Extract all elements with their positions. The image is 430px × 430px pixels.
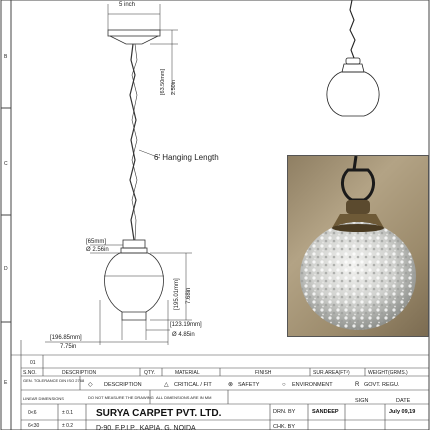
legend-environment: ENVIRONMENT [292, 382, 333, 388]
dim-body-height-in: 7.68in [186, 287, 192, 304]
linear-dimensions-label: LINEAR DIMENSIONS [23, 396, 64, 401]
tol-value-1: ± 0.1 [62, 410, 74, 416]
drn-by-label: DRN. BY [273, 409, 296, 415]
header-weight: WEIGHT(GRMS.) [368, 370, 408, 376]
zone-label-c: C [4, 161, 8, 167]
legend-govt-regu: GOVT. REGU. [364, 382, 400, 388]
legend-mark-govt: R [355, 382, 360, 388]
zone-label-d: D [4, 266, 8, 272]
legend-critical-fit: CRITICAL / FIT [174, 382, 212, 388]
tol-value-2: ± 0.2 [62, 423, 74, 429]
zone-label-e: E [4, 380, 8, 386]
legend-mark-critical: △ [164, 382, 169, 388]
sign-label: SIGN [355, 398, 369, 404]
header-finish: FINISH [255, 370, 272, 376]
legend-description: DESCRIPTION [104, 382, 142, 388]
row-number: 01 [30, 360, 36, 366]
lamp-photo-illustration [288, 156, 428, 336]
dim-width-in: 7.75in [60, 344, 77, 350]
tolerance-label: GEN. TOLERANCE DIN ISO 2768 [23, 378, 85, 383]
company-address: D-90, F.P.I.P., KAPIA, G. NOIDA [96, 425, 196, 430]
dim-canopy-height-in: 2.50in [171, 80, 177, 95]
lamp-elevation [45, 4, 192, 345]
header-sno: S.NO. [23, 370, 37, 376]
zone-label-b: B [4, 54, 8, 60]
product-photo [287, 155, 429, 337]
dim-body-height-mm: [195.01mm] [174, 278, 180, 310]
tol-range-1: 0<6 [28, 410, 37, 416]
dim-canopy-height-mm: [63.50mm] [160, 69, 166, 95]
legend-mark-safety: ⊗ [228, 382, 234, 388]
legend-mark-environment: ○ [282, 382, 286, 388]
date-label: DATE [396, 398, 411, 404]
hanging-length-label: 6' Hanging Length [154, 153, 219, 162]
dim-neck-in: Ø 2.56in [86, 247, 109, 253]
tol-range-2: 6<30 [28, 423, 40, 429]
header-sur-area: SUR.AREA(FT²) [313, 370, 350, 376]
legend-mark-description: ◇ [88, 382, 93, 388]
header-qty: QTY. [144, 370, 156, 376]
dim-neck-mm: [65mm] [86, 239, 107, 245]
lamp-thumbnail-view [327, 0, 379, 116]
dim-base-mm: [123.19mm] [170, 322, 202, 328]
dim-top-width: 5 inch [119, 2, 136, 8]
company-name: SURYA CARPET PVT. LTD. [96, 408, 222, 419]
drn-by-value: SANDEEP [312, 409, 339, 415]
dim-base-in: Ø 4.85in [172, 332, 195, 338]
all-dims-note: ALL DIMENSIONS ARE IN MM [156, 395, 212, 400]
legend-safety: SAFETY [238, 382, 260, 388]
header-material: MATERIAL [175, 370, 200, 376]
date-value: July 09,19 [389, 409, 416, 415]
do-not-measure-note: DO NOT MEASURE THE DRAWING [88, 395, 154, 400]
dim-width-mm: [196.85mm] [50, 335, 82, 341]
header-description: DESCRIPTION [62, 370, 97, 376]
chk-by-label: CHK. BY [273, 424, 296, 430]
